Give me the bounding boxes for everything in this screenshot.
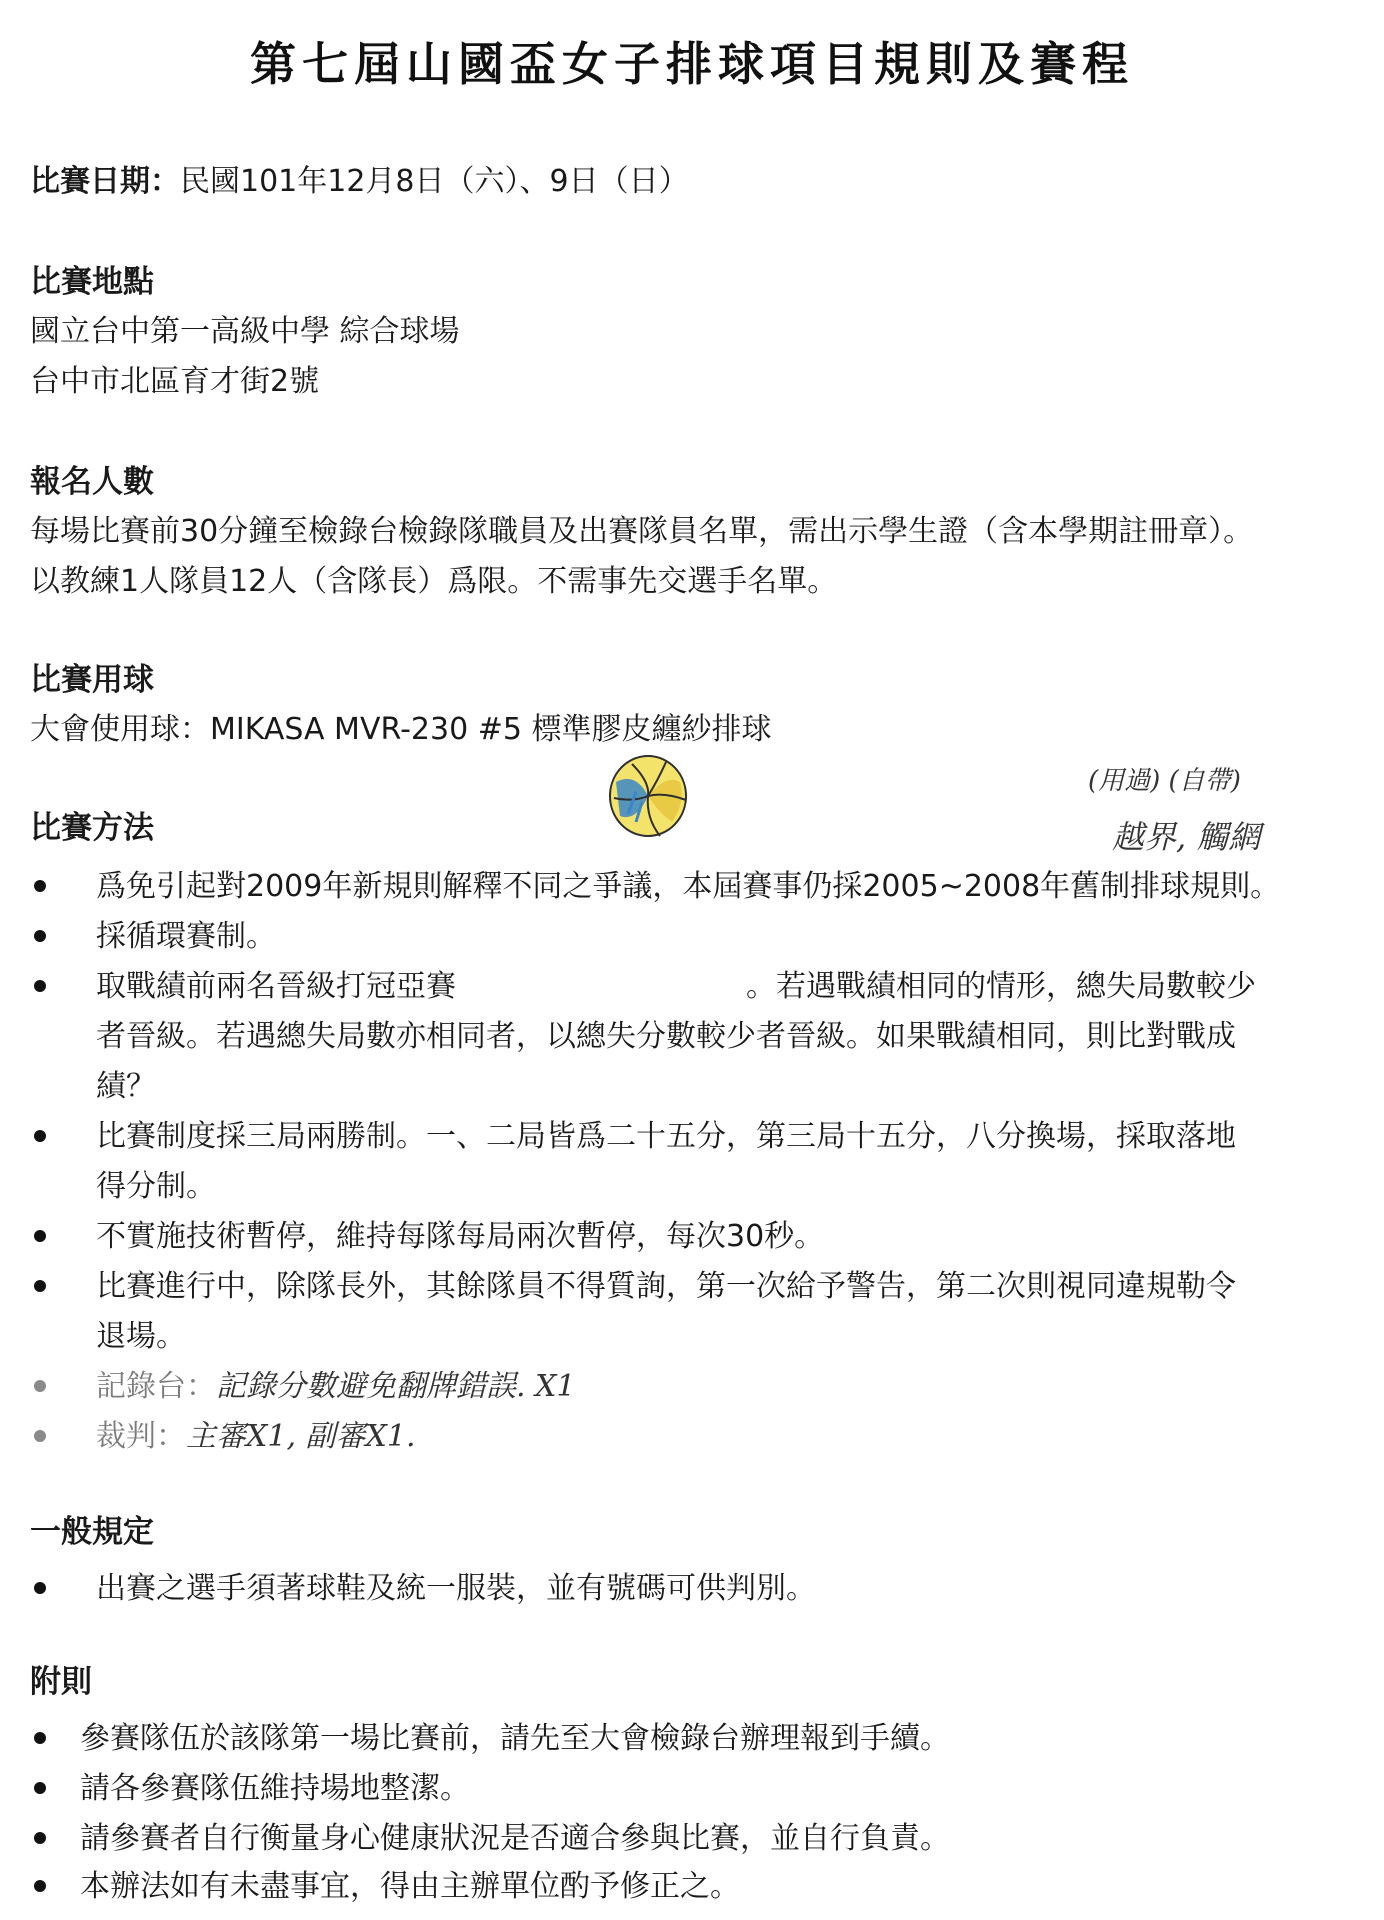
- bullet-dot: [34, 1430, 46, 1442]
- bullet-dot: [34, 1230, 46, 1242]
- bullet-dot: [34, 1880, 46, 1892]
- volleyball-icon: [606, 752, 690, 840]
- registration-heading: 報名人數: [30, 464, 154, 500]
- handwritten-item-1: [96, 1362, 1366, 1412]
- method-item-4-line-2: 得分制。: [96, 1169, 216, 1204]
- method-item-3-line-3: 績？: [96, 1069, 156, 1104]
- general-heading: 一般規定: [30, 1514, 154, 1550]
- margin-note-line-1: (用過) (自帶): [1088, 766, 1241, 796]
- venue-line-1: 國立台中第一高級中學 綜合球場: [30, 314, 460, 349]
- method-item-3-line-2: 者晉級。若遇總失局數亦相同者，以總失分數較少者晉級。如果戰績相同，則比對戰成: [96, 1019, 1236, 1054]
- handwritten-item-1-label: 記錄台：: [96, 1369, 216, 1404]
- bullet-dot: [34, 930, 46, 942]
- bullet-dot: [34, 1582, 46, 1594]
- bullet-dot: [34, 1130, 46, 1142]
- registration-line-2: 以教練1人隊員12人（含隊長）爲限。不需事先交選手名單。: [30, 564, 838, 599]
- general-item-1: 出賽之選手須著球鞋及統一服裝，並有號碼可供判別。: [96, 1571, 816, 1606]
- margin-note-line-2: 越界, 觸網: [1112, 818, 1261, 856]
- appendix-item-1: 參賽隊伍於該隊第一場比賽前，請先至大會檢錄台辦理報到手續。: [80, 1721, 950, 1756]
- handwritten-item-2-note: 主審X1, 副審X1.: [186, 1419, 416, 1454]
- method-item-1: 爲免引起對2009年新規則解釋不同之爭議，本屆賽事仍採2005~2008年舊制排球規則。: [96, 869, 1281, 904]
- handwritten-item-2-label: 裁判：: [96, 1419, 186, 1454]
- handwritten-item-2: [96, 1412, 1366, 1462]
- document-title: 第七屆山國盃女子排球項目規則及賽程: [250, 37, 1134, 91]
- method-item-2: 採循環賽制。: [96, 919, 276, 954]
- date-label: 比賽日期：: [30, 164, 180, 199]
- bullet-dot: [34, 1280, 46, 1292]
- method-item-3: [96, 962, 1366, 1012]
- appendix-item-2: 請各參賽隊伍維持場地整潔。: [80, 1771, 470, 1806]
- appendix-heading: 附則: [30, 1664, 92, 1700]
- method-item-4: 比賽制度採三局兩勝制。一、二局皆爲二十五分，第三局十五分，八分換場，採取落地: [96, 1119, 1236, 1154]
- bullet-dot: [34, 980, 46, 992]
- venue-line-2: 台中市北區育才街2號: [30, 364, 320, 399]
- bullet-dot: [34, 880, 46, 892]
- date-line: [30, 162, 689, 202]
- appendix-item-3: 請參賽者自行衡量身心健康狀況是否適合參與比賽，並自行負責。: [80, 1821, 950, 1856]
- method-heading: 比賽方法: [30, 810, 154, 846]
- ball-line: 大會使用球：MIKASA MVR-230 #5 標準膠皮纏紗排球: [30, 712, 772, 747]
- ball-heading: 比賽用球: [30, 662, 154, 698]
- method-item-3-part-2: 。若遇戰績相同的情形，總失局數較少: [746, 969, 1256, 1004]
- registration-line-1: 每場比賽前30分鐘至檢錄台檢錄隊職員及出賽隊員名單，需出示學生證（含本學期註冊章）。: [30, 514, 1254, 549]
- date-value: 民國101年12月8日（六）、9日（日）: [180, 164, 689, 199]
- venue-heading: 比賽地點: [30, 264, 154, 300]
- handwritten-item-1-note: 記錄分數避免翻牌錯誤. X1: [216, 1369, 576, 1404]
- method-item-5: 不實施技術暫停，維持每隊每局兩次暫停，每次30秒。: [96, 1219, 825, 1254]
- method-item-6: 比賽進行中，除隊長外，其餘隊員不得質詢，第一次給予警告，第二次則視同違規勒令: [96, 1269, 1236, 1304]
- method-item-6-line-2: 退場。: [96, 1319, 186, 1354]
- method-item-3-part-1: 取戰績前兩名晉級打冠亞賽: [96, 969, 456, 1004]
- bullet-dot: [34, 1732, 46, 1744]
- appendix-item-4: 本辦法如有未盡事宜，得由主辦單位酌予修正之。: [80, 1869, 740, 1904]
- bullet-dot: [34, 1832, 46, 1844]
- bullet-dot: [34, 1380, 46, 1392]
- bullet-dot: [34, 1782, 46, 1794]
